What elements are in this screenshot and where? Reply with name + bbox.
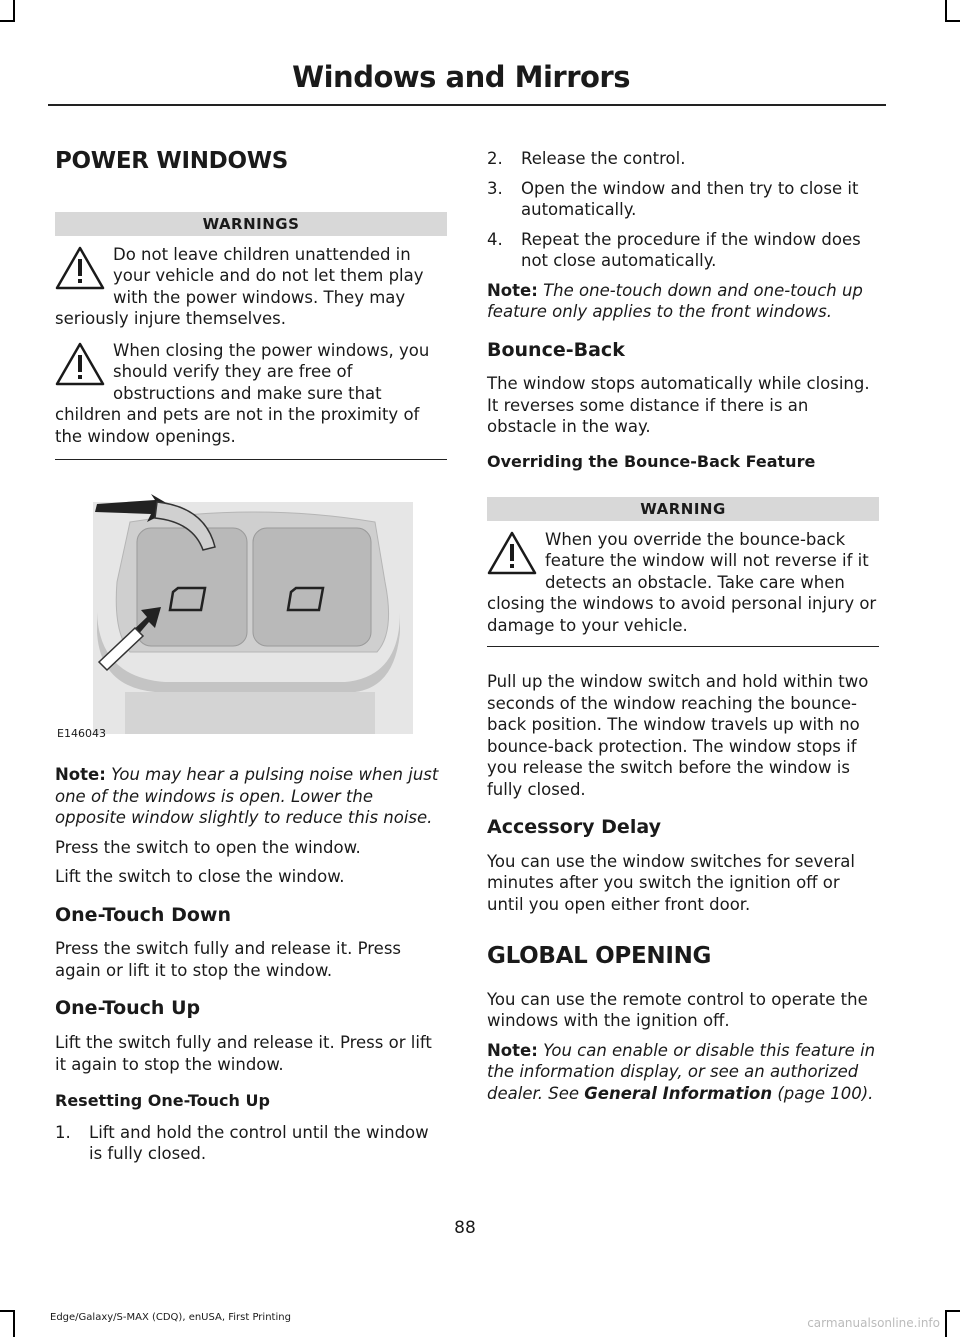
note-one-touch-front	[487, 280, 879, 323]
note-text: The one-touch down and one-touch up feature only applies to the front windows.	[487, 280, 863, 321]
step-number: 3.	[487, 178, 503, 198]
page-reference: (page 100).	[772, 1083, 874, 1103]
crop-mark	[945, 20, 960, 22]
crop-mark	[945, 1310, 947, 1337]
paragraph-global-opening: You can use the remote control to operate the windows with the ignition off.	[487, 989, 868, 1031]
warning-text: Do not leave children unattended in your vehicle and do not let them play with the power windows. They may seriously injure themselves.	[55, 244, 424, 329]
right-column	[487, 140, 879, 1104]
heading-bounce-back: Bounce-Back	[487, 338, 625, 361]
crop-mark	[945, 0, 947, 22]
section-title-power-windows: POWER WINDOWS	[55, 148, 289, 174]
step-number: 1.	[55, 1122, 71, 1142]
warning-text: When you override the bounce-back feature the window will not reverse if it detects an obstacle. Take care when closing the windows to avoid personal injury or damage to your vehicle.	[487, 529, 877, 635]
list-item	[487, 178, 879, 221]
heading-one-touch-up: One-Touch Up	[55, 997, 201, 1020]
warning-text: When closing the power windows, you should verify they are free of obstructions and make sure that children and pets are not in the proximity of the window openings.	[55, 340, 430, 446]
warning-triangle-icon	[55, 342, 105, 386]
reset-steps-continued	[487, 148, 879, 272]
paragraph-accessory-delay: You can use the window switches for several minutes after you switch the ignition off or until you open either front door.	[487, 851, 855, 914]
note-label: Note:	[487, 280, 538, 300]
note-label: Note:	[55, 765, 106, 785]
warning-item	[55, 244, 447, 330]
crop-mark	[0, 20, 15, 22]
heading-accessory-delay: Accessory Delay	[487, 816, 661, 839]
step-text: Repeat the procedure if the window does not close automatically.	[521, 229, 861, 270]
note-label: Note:	[487, 1040, 538, 1060]
edition-text: Edge/Galaxy/S-MAX (CDQ), enUSA, First Printing	[50, 1312, 291, 1323]
page-title: Windows and Mirrors	[292, 60, 630, 94]
paragraph-one-touch-down: Press the switch fully and release it. Press again or lift it to stop the window.	[55, 939, 402, 980]
window-switch-figure	[55, 492, 447, 742]
left-column	[55, 140, 447, 1165]
step-number: 2.	[487, 149, 503, 168]
step-text: Lift and hold the control until the window is fully closed.	[89, 1122, 429, 1164]
list-item	[55, 1122, 447, 1165]
crop-mark	[0, 1310, 15, 1312]
list-item	[487, 148, 879, 170]
crop-mark	[13, 1310, 15, 1337]
heading-resetting-one-touch-up: Resetting One-Touch Up	[55, 1091, 270, 1111]
reset-steps-list	[55, 1122, 447, 1165]
heading-overriding-bounce-back: Overriding the Bounce-Back Feature	[487, 451, 816, 471]
warning-bar: WARNING	[487, 497, 879, 521]
heading-one-touch-down: One-Touch Down	[55, 903, 231, 926]
warning-divider	[487, 646, 879, 647]
crop-mark	[13, 0, 15, 22]
warning-triangle-icon	[55, 246, 105, 290]
watermark: carmanualsonline.info	[807, 1316, 940, 1330]
note-enable-feature	[487, 1040, 879, 1105]
warnings-bar: WARNINGS	[55, 212, 447, 236]
general-information-link[interactable]: General Information	[584, 1083, 773, 1103]
warning-item	[55, 340, 447, 448]
step-text: Release the control.	[521, 149, 686, 168]
header-divider	[48, 104, 886, 106]
section-title-global-opening: GLOBAL OPENING	[487, 943, 712, 970]
note-text: You can enable or disable this feature in the information display, or see an authorized dealer. See	[487, 1040, 876, 1103]
note-pulsing-noise	[55, 764, 447, 829]
crop-mark	[945, 1310, 960, 1312]
paragraph-close-window: Lift the switch to close the window.	[55, 867, 345, 887]
note-text: You may hear a pulsing noise when just one of the windows is open. Lower the opposite window slightly to reduce this noise.	[55, 765, 439, 828]
warning-triangle-icon	[487, 531, 537, 575]
step-text: Open the window and then try to close it automatically.	[521, 178, 859, 219]
step-number: 4.	[487, 229, 503, 249]
paragraph-override: Pull up the window switch and hold within two seconds of the window reaching the bounce-back position. The window travels up with no bounce-back protection. The window stops if you release the switch before the window is fully closed.	[487, 672, 869, 799]
page-number: 88	[454, 1218, 476, 1238]
window-switch-illustration	[55, 492, 447, 742]
warning-item	[487, 529, 879, 637]
paragraph-bounce-back: The window stops automatically while closing. It reverses some distance if there is an obstacle in the way.	[487, 374, 870, 437]
paragraph-open-window: Press the switch to open the window.	[55, 837, 361, 857]
paragraph-one-touch-up: Lift the switch fully and release it. Press or lift it again to stop the window.	[55, 1033, 432, 1074]
figure-label: E146043	[57, 727, 106, 741]
list-item	[487, 229, 879, 272]
warnings-divider	[55, 459, 447, 460]
